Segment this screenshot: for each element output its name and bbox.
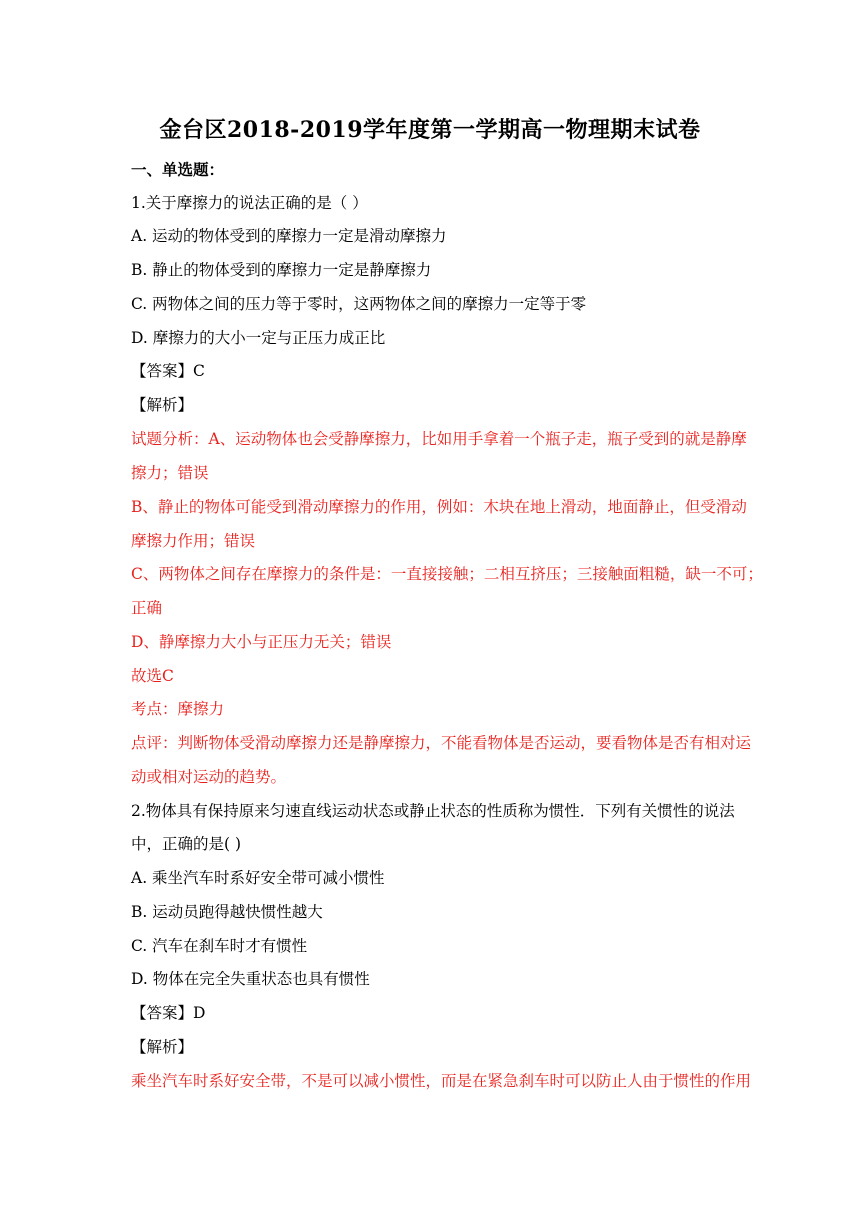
q2-option-b: B. 运动员跑得越快惯性越大 [131,903,323,921]
q1-analysis-label: 【解析】 [131,396,194,414]
q2-option-c: C. 汽车在刹车时才有惯性 [131,937,308,955]
q1-option-a: A. 运动的物体受到的摩擦力一定是滑动摩擦力 [131,227,447,245]
q2-option-a: A. 乘坐汽车时系好安全带可减小惯性 [131,869,385,887]
q2-stem-line: 2.物体具有保持原来匀速直线运动状态或静止状态的性质称为惯性．下列有关惯性的说法 [131,802,735,820]
q1-choice-line: 故选C [131,667,174,685]
q2-answer: 【答案】D [131,1004,206,1022]
q1-dianping-line: 动或相对运动的趋势。 [131,768,287,786]
q1-analysis-line: B、静止的物体可能受到滑动摩擦力的作用，例如：木块在地上滑动，地面静止，但受滑动 [131,498,747,516]
q1-stem: 1.关于摩擦力的说法正确的是（ ） [131,194,368,212]
q1-analysis-line: D、静摩擦力大小与正压力无关；错误 [131,633,392,651]
q1-analysis-line: C、两物体之间存在摩擦力的条件是：一直接接触；二相互挤压；三接触面粗糙，缺一不可； [131,565,763,583]
q1-option-c: C. 两物体之间的压力等于零时，这两物体之间的摩擦力一定等于零 [131,295,587,313]
q1-answer: 【答案】C [131,362,205,380]
q1-dianping-line: 点评：判断物体受滑动摩擦力还是静摩擦力，不能看物体是否运动，要看物体是否有相对运 [131,734,752,752]
section-heading: 一、单选题： [131,160,225,179]
q2-analysis-label: 【解析】 [131,1038,194,1056]
q1-analysis-line: 擦力；错误 [131,464,209,482]
q1-analysis-line: 试题分析：A、运动物体也会受静摩擦力，比如用手拿着一个瓶子走，瓶子受到的就是静摩 [131,430,747,448]
q1-option-d: D. 摩擦力的大小一定与正压力成正比 [131,329,386,347]
q2-stem-line: 中，正确的是( ) [131,835,242,853]
q2-option-d: D. 物体在完全失重状态也具有惯性 [131,970,370,988]
q1-analysis-line: 摩擦力作用；错误 [131,532,256,550]
q1-kaodian: 考点：摩擦力 [131,700,225,718]
q1-option-b: B. 静止的物体受到的摩擦力一定是静摩擦力 [131,261,432,279]
q1-analysis-line: 正确 [131,599,163,617]
q2-analysis-line: 乘坐汽车时系好安全带，不是可以减小惯性，而是在紧急刹车时可以防止人由于惯性的作用 [131,1072,752,1090]
document-title: 金台区2018-2019学年度第一学期高一物理期末试卷 [159,117,701,143]
